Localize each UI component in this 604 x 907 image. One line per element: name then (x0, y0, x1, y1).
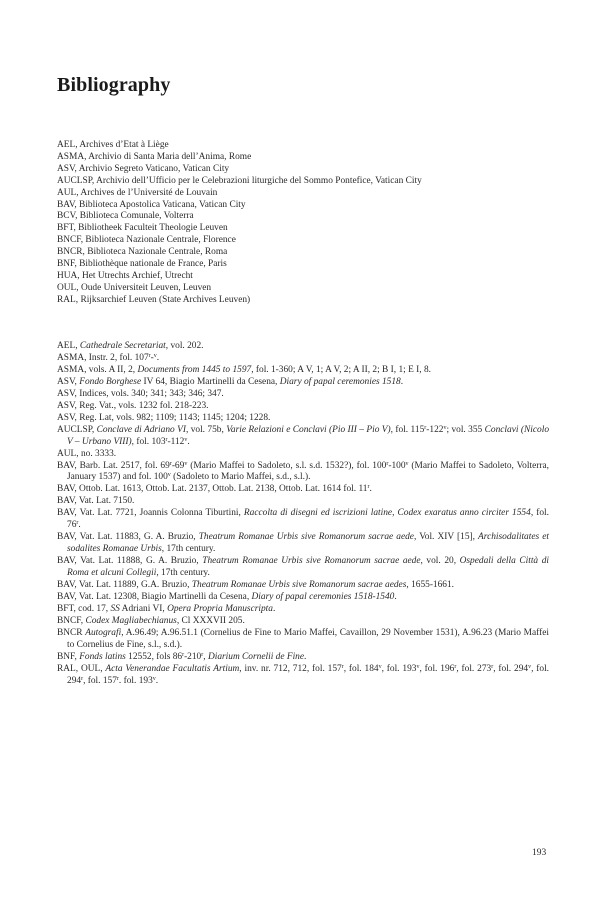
italic-title: Opera Propria Manuscripta (167, 603, 273, 614)
source-entry (57, 365, 549, 377)
italic-title: Diarium Cornelii de Fine (207, 651, 305, 662)
source-entry (57, 532, 549, 556)
folio-side-mark: v (167, 472, 171, 479)
italic-title: Documents from 1445 to 1597 (137, 364, 252, 375)
abbreviation-line: AUCLSP, Archivio dell’Ufficio per le Celebrazioni liturgiche del Sommo Pontefice, Vatican City (57, 175, 422, 186)
entry-text: IV 64, Biagio Martinelli da Cesena, (141, 376, 280, 387)
abbreviation-line: BNCF, Biblioteca Nazionale Centrale, Florence (57, 235, 236, 246)
entry-text: BFT, cod. 17, (57, 603, 111, 614)
italic-title: Theatrum Romanae Urbis sive Romanorum sacrae aede (202, 556, 421, 567)
source-entry (57, 604, 549, 616)
entry-text: ASMA, vols. A II, 2, (57, 364, 138, 375)
entry-text: BAV, Vat. Lat. 11888, G. A. Bruzio, (57, 556, 203, 567)
entry-text: BNCR (57, 627, 86, 638)
entry-text: BAV, Vat. Lat. 7150. (57, 496, 135, 507)
abbreviation-line: AEL, Archives d’Etat à Liège (57, 140, 169, 150)
entry-text: 12552, fols 86 (125, 651, 183, 662)
entry-text: , 17th century. (156, 568, 210, 579)
folio-side-mark: r (386, 460, 389, 467)
source-list (57, 341, 549, 688)
source-entry (57, 556, 549, 580)
italic-title: Cathedrale Secretariat (79, 341, 166, 351)
entry-text: . fol. 193 (118, 675, 153, 686)
entry-text: , vol. 202. (165, 341, 204, 351)
entry-text: - (150, 352, 154, 363)
entry-text: , Vol. XIV [15], (413, 532, 479, 543)
folio-side-mark: v (378, 663, 382, 670)
abbreviation-line: OUL, Oude Universiteit Leuven, Leuven (57, 282, 212, 293)
entry-text: (Sadoleto to Mario Maffei, s.d., s.l.). (170, 472, 311, 483)
folio-side-mark: r (169, 460, 172, 467)
entry-text: BAV, Barb. Lat. 2517, fol. 69 (57, 460, 170, 471)
source-entry (57, 496, 549, 508)
entry-text: BAV, Vat. Lat. 11883, G. A. Bruzio, (57, 532, 199, 543)
italic-title: Theatrum Romanae Urbis sive Romanorum sacrae aede (198, 532, 414, 543)
folio-side-mark: r (491, 663, 494, 670)
folio-side-mark: v (405, 460, 409, 467)
italic-title: Diary of papal ceremonies 1518-1540 (251, 592, 395, 603)
source-entry (57, 592, 549, 604)
entry-text: , vol. 75b, (185, 424, 227, 435)
entry-text: , 1655-1661. (406, 580, 455, 591)
italic-title: Codex Magliabechianus (85, 615, 177, 626)
entry-text: , A.96.49; A.96.51.1 (Cornelius de Fine to Mario Maffei, Cavaillon, 29 November 1531), A.96.23 (Mario Maffei to Cornelius de Fine, s.l., s.d.). (67, 627, 549, 650)
page-title: Bibliography (57, 74, 171, 96)
source-entry (57, 377, 549, 389)
italic-title: Raccolta di disegni ed iscrizioni latine, Codex exaratus anno circiter 1554 (243, 508, 531, 519)
folio-side-mark: v (152, 675, 156, 682)
folio-side-mark: v (416, 663, 420, 670)
folio-side-mark: r (116, 675, 119, 682)
entry-text: . (155, 675, 159, 686)
entry-text: , fol. 115 (390, 424, 425, 435)
entry-text: , (203, 651, 208, 662)
entry-text: (Mario Maffei to Sadoleto, Volterra, January 1537) and fol. 100 (67, 460, 549, 483)
entry-text: ASV, Reg. Vat., vols. 1232 fol. 218-223. (57, 400, 209, 411)
entry-text: RAL, OUL, (57, 663, 106, 674)
folio-side-mark: v (528, 663, 532, 670)
entry-text: . (156, 352, 160, 363)
abbreviation-line: ASV, Archivio Segreto Vaticano, Vatican City (57, 163, 230, 174)
entry-text: BAV, Vat. Lat. 11889, G.A. Bruzio, (57, 580, 192, 591)
entry-text: BAV, Ottob. Lat. 1613, Ottob. Lat. 2137, Ottob. Lat. 2138, Ottob. Lat. 1614 fol. 11 (57, 484, 368, 495)
entry-text: -122 (426, 424, 444, 435)
entry-text: (Mario Maffei to Sadoleto, s.l. s.d. 1532?), fol. 100 (187, 460, 387, 471)
entry-text: AUCLSP, (57, 424, 97, 435)
abbreviation-line: RAL, Rijksarchief Leuven (State Archives Leuven) (57, 294, 251, 305)
source-entry (57, 341, 549, 353)
italic-title: Diary of papal ceremonies 1518 (279, 376, 401, 387)
entry-text: , fol. 273 (456, 663, 492, 674)
italic-title: Conclave di Adriano VI (96, 424, 186, 435)
entry-text: BAV, Vat. Lat. 12308, Biagio Martinelli da Cesena, (57, 592, 252, 603)
entry-text: BAV, Vat. Lat. 7721, Joannis Colonna Tiburtini, (57, 508, 244, 519)
abbreviation-line: BAV, Biblioteca Apostolica Vaticana, Vatican City (57, 199, 246, 210)
italic-title: Fonds latins (79, 651, 126, 662)
entry-text: , Cl XXXVII 205. (176, 615, 245, 626)
entry-text: , vol. 20, (420, 556, 460, 567)
entry-text: . (272, 603, 276, 614)
entry-text: , fol. 184 (343, 663, 379, 674)
entry-text: , fol. 157 (83, 675, 117, 686)
abbreviation-line: ASMA, Archivio di Santa Maria dell’Anima, Rome (57, 151, 252, 162)
folio-side-mark: r (76, 520, 79, 527)
italic-title: SS (110, 603, 120, 614)
source-entry (57, 652, 549, 664)
entry-text: AUL, no. 3333. (57, 448, 117, 459)
source-entry (57, 449, 549, 461)
folio-side-mark: r (165, 436, 168, 443)
entry-text: , fol. 193 (381, 663, 417, 674)
abbreviation-line: BCV, Biblioteca Comunale, Volterra (57, 211, 194, 222)
entry-text: . (400, 376, 404, 387)
entry-text: -69 (171, 460, 185, 471)
folio-side-mark: r (367, 484, 370, 491)
folio-side-mark: r (81, 675, 84, 682)
folio-side-mark: r (424, 424, 427, 431)
source-entry (57, 353, 549, 365)
italic-title: Theatrum Romanae Urbis sive Romanorum sacrae aedes (191, 580, 407, 591)
entry-text: , fol. 294 (67, 663, 550, 686)
source-entry (57, 425, 549, 449)
source-entry (57, 616, 549, 628)
entry-text: AEL, (57, 341, 80, 351)
entry-text: , fol. 103 (131, 436, 166, 447)
folio-side-mark: v (153, 352, 157, 359)
entry-text: , fol. 1-360; A V, 1; A V, 2; A II, 2; B I, 1; E I, 8. (251, 364, 431, 375)
folio-side-mark: r (454, 663, 457, 670)
source-entry (57, 461, 549, 485)
abbreviation-line: AUL, Archives de l’Université de Louvain (57, 187, 218, 198)
entry-text: Adriani VI, (119, 603, 168, 614)
entry-text: ASV, (57, 376, 80, 387)
entry-text: , fol. 294 (493, 663, 529, 674)
abbreviation-line: BNCR, Biblioteca Nazionale Centrale, Roma (57, 247, 228, 258)
entry-text: . (187, 436, 190, 447)
italic-title: Archisodalitates et sodalites Romanae Urbis (67, 532, 549, 555)
entry-text: BNF, (57, 651, 80, 662)
source-entry (57, 413, 549, 425)
page-number: 193 (532, 848, 547, 858)
entry-text: . (304, 651, 307, 662)
entry-text: ASV, Indices, vols. 340; 341; 343; 346; 347. (57, 388, 224, 399)
source-entry (57, 664, 549, 688)
source-entry (57, 580, 549, 592)
entry-text: . (369, 484, 372, 495)
source-entry (57, 389, 549, 401)
italic-title: Conclavi (Nicolo V – Urbano VIII) (67, 424, 550, 447)
abbreviation-line: HUA, Het Utrechts Archief, Utrecht (57, 270, 193, 281)
folio-side-mark: r (341, 663, 344, 670)
italic-title: Ospedali della Città di Roma et alcuni Collegii (67, 556, 549, 579)
folio-side-mark: v (443, 424, 447, 431)
abbreviation-line: BFT, Bibliotheek Faculteit Theologie Leuven (57, 223, 228, 234)
entry-text: -210 (184, 651, 202, 662)
abbreviation-line: BNF, Bibliothèque nationale de France, Paris (57, 259, 227, 270)
italic-title: Varie Relazioni e Conclavi (Pio III – Pio V) (226, 424, 391, 435)
source-entry (57, 484, 549, 496)
folio-side-mark: v (184, 436, 188, 443)
entry-text: , fol. 76 (67, 508, 549, 531)
entry-text: , inv. nr. 712, 712, fol. 157 (239, 663, 342, 674)
entry-text: . (78, 520, 81, 531)
entry-text: -100 (388, 460, 406, 471)
entry-text: -112 (167, 436, 185, 447)
folio-side-mark: r (201, 651, 204, 658)
source-entry (57, 401, 549, 413)
italic-title: Autografi (85, 627, 122, 638)
folio-side-mark: r (148, 352, 151, 359)
source-entry (57, 508, 549, 532)
entry-text: ASV, Reg. Lat, vols. 982; 1109; 1143; 1145; 1204; 1228. (57, 412, 271, 423)
italic-title: Acta Venerandae Facultatis Artium (105, 663, 240, 674)
entry-text: , 17th century. (161, 544, 216, 555)
entry-text: BNCF, (57, 615, 86, 626)
entry-text: . (394, 592, 397, 603)
entry-text: , fol. 196 (419, 663, 455, 674)
italic-title: Fondo Borghese (79, 376, 142, 387)
abbreviation-list (57, 140, 557, 307)
entry-text: ; vol. 355 (446, 424, 485, 435)
folio-side-mark: r (182, 651, 185, 658)
folio-side-mark: v (184, 460, 188, 467)
entry-text: ASMA, Instr. 2, fol. 107 (57, 352, 149, 363)
source-entry (57, 628, 549, 652)
